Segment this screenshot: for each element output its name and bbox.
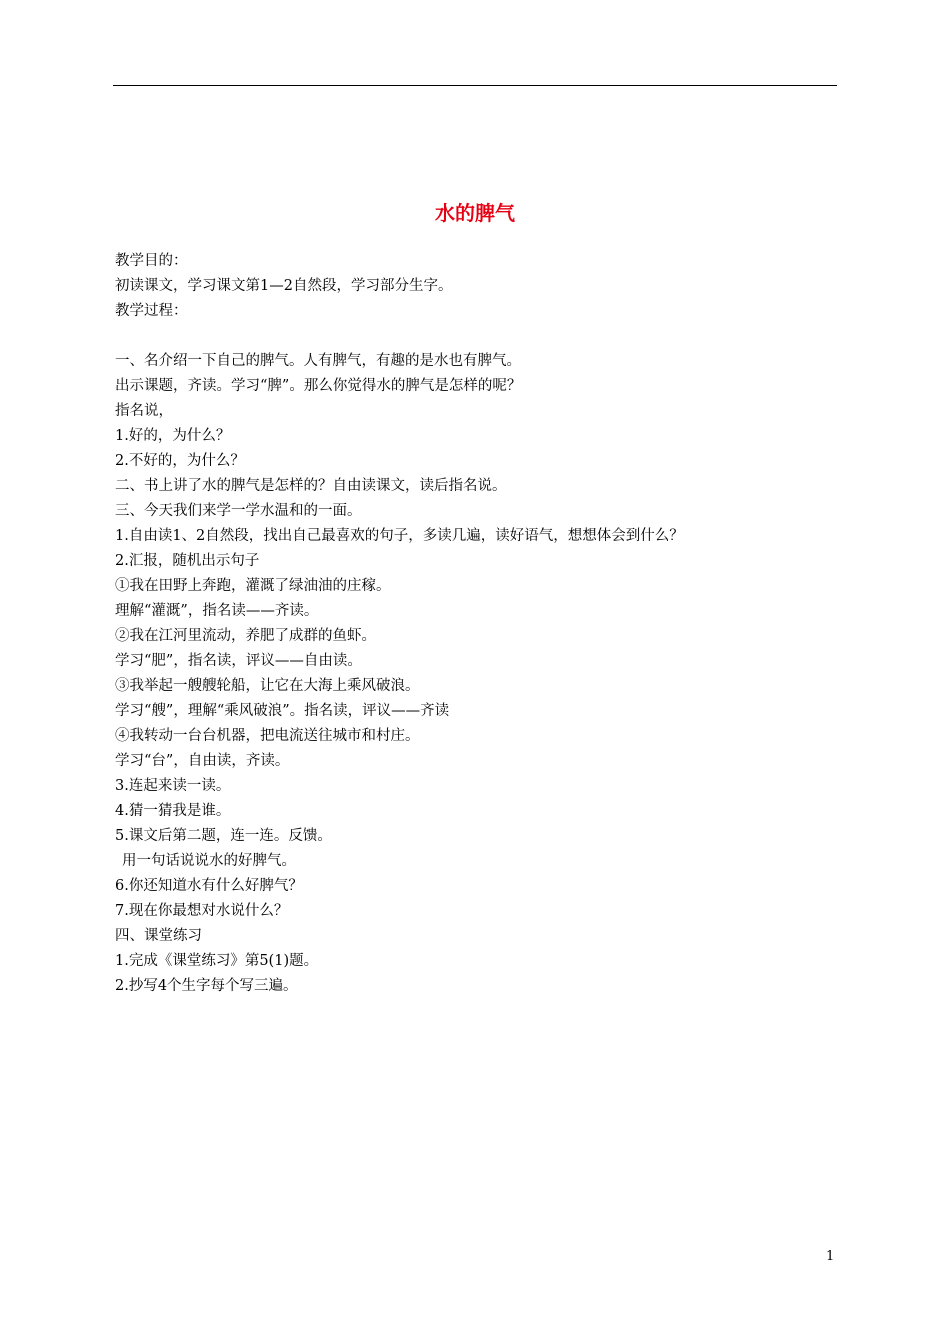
text-line: 1.自由读1、2自然段，找出自己最喜欢的句子，多读几遍，读好语气，想想体会到什么？ [115,528,684,544]
text-line: 5.课文后第二题，连一连。反馈。 [115,828,332,844]
text-line: 学习“台”，自由读，齐读。 [115,753,290,769]
text-line: ④我转动一台台机器，把电流送往城市和村庄。 [115,728,420,744]
text-line: 二、书上讲了水的脾气是怎样的？自由读课文，读后指名说。 [115,478,507,494]
text-line: ①我在田野上奔跑，灌溉了绿油油的庄稼。 [115,578,391,594]
text-line: 1.好的，为什么？ [115,428,231,444]
header-rule [113,85,837,86]
text-line: 学习“艘”，理解“乘风破浪”。指名读，评议——齐读 [115,703,450,719]
text-line: 理解“灌溉”，指名读——齐读。 [115,603,319,619]
text-line: 初读课文，学习课文第1—2自然段，学习部分生字。 [115,278,453,294]
text-line: 出示课题，齐读。学习“脾”。那么你觉得水的脾气是怎样的呢？ [115,378,522,394]
text-line: 6.你还知道水有什么好脾气？ [115,878,303,894]
text-line: 三、今天我们来学一学水温和的一面。 [115,503,362,519]
text-line: 2.汇报，随机出示句子 [115,553,260,569]
text-line: 3.连起来读一读。 [115,778,231,794]
text-line: 学习“肥”，指名读，评议——自由读。 [115,653,362,669]
blank-line [115,324,835,349]
text-line: 一、名介绍一下自己的脾气。人有脾气，有趣的是水也有脾气。 [115,353,521,369]
text-line: ②我在江河里流动，养肥了成群的鱼虾。 [115,628,376,644]
text-line: ③我举起一艘艘轮船，让它在大海上乘风破浪。 [115,678,420,694]
text-line: 7.现在你最想对水说什么？ [115,903,289,919]
text-line: 2.抄写4个生字每个写三遍。 [115,978,298,994]
document-title: 水的脾气 [435,201,515,225]
text-line: 指名说， [115,403,173,419]
document-body [115,249,835,999]
page-number: 1 [826,1249,835,1264]
text-line: 用一句话说说水的好脾气。 [122,853,296,869]
text-line: 教学目的： [115,253,188,269]
text-line: 四、课堂练习 [115,928,202,944]
text-line: 教学过程： [115,303,188,319]
text-line: 4.猜一猜我是谁。 [115,803,231,819]
text-line: 2.不好的，为什么？ [115,453,245,469]
text-line: 1.完成《课堂练习》第5(1)题。 [115,953,319,969]
